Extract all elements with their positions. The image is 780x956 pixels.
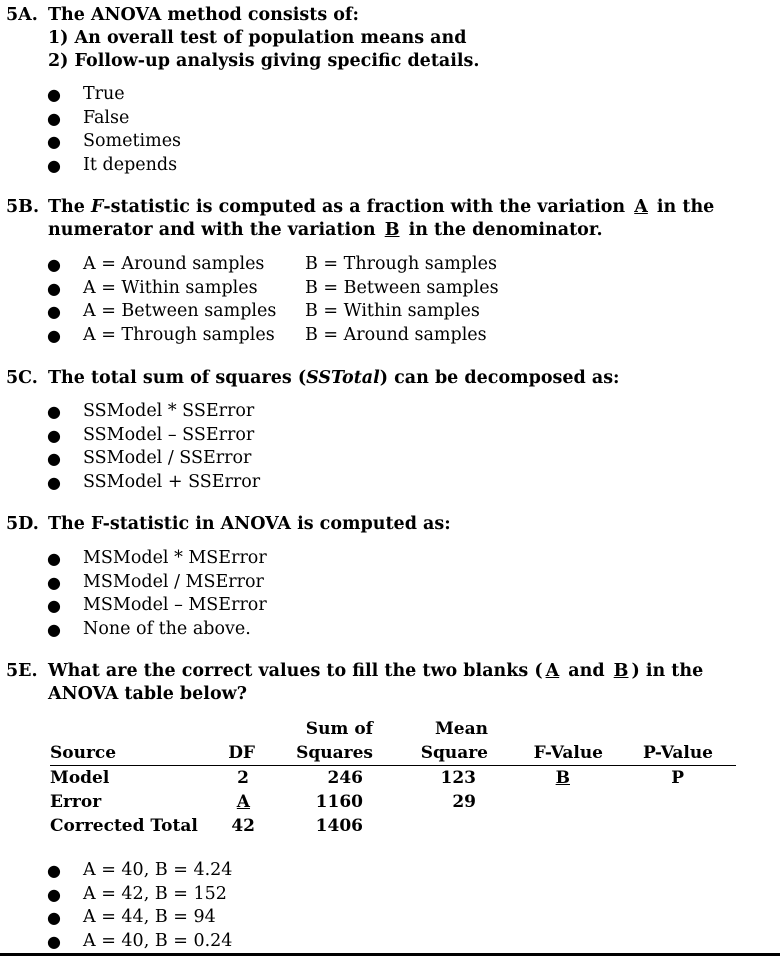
option-label: A = 42, B = 152 [83, 883, 227, 904]
question-line: 1) An overall test of population means and [48, 28, 467, 48]
option-label: None of the above. [83, 618, 251, 639]
question-line: The ANOVA method consists of: [48, 5, 359, 25]
option-label: MSModel / MSError [83, 571, 264, 592]
header-cell: Mean [434, 719, 488, 739]
option-label: SSModel / SSError [83, 448, 252, 468]
bullet-icon: ● [47, 619, 61, 639]
option-label: SSModel – SSError [83, 424, 255, 445]
table-cell [495, 766, 603, 791]
table-cell [215, 790, 255, 814]
header-cell: Sum of [305, 719, 373, 739]
option-label: Sometimes [83, 131, 182, 151]
question-text [48, 196, 714, 242]
blank-a: A [634, 197, 648, 217]
option-label: True [83, 84, 125, 104]
header-cell: Squares [255, 741, 383, 766]
table-cell: P [671, 768, 684, 788]
option-label: SSModel + SSError [83, 471, 261, 492]
question-number: 5B. [6, 197, 40, 217]
header-cell: P-Value [603, 741, 736, 766]
table-cell: 1160 [315, 792, 363, 812]
bullet-icon: ● [47, 861, 61, 880]
bullet-icon: ● [47, 472, 61, 492]
table-cell: Corrected Total [50, 816, 198, 836]
question-line: The total sum of squares (SSTotal) can be decomposed as: [48, 368, 620, 388]
table-cell: 2 [237, 768, 249, 788]
question-line: ANOVA table below? [48, 684, 247, 704]
bullet-icon: ● [47, 908, 61, 927]
question-number: 5A. [6, 5, 38, 25]
question-text [48, 4, 479, 73]
header-cell: DF [215, 741, 255, 766]
question-line: The F-statistic in ANOVA is computed as: [48, 514, 451, 534]
table-cell: 42 [231, 816, 255, 836]
question-line: The F-statistic is computed as a fraction with the variation A in the [48, 197, 715, 217]
option-label: MSModel * MSError [83, 548, 267, 568]
bullet-icon: ● [47, 108, 61, 128]
blank-b: B [613, 661, 629, 681]
option-label: It depends [83, 154, 178, 175]
option-label: A = 40, B = 0.24 [83, 930, 233, 951]
bullet-icon: ● [47, 449, 61, 468]
bullet-icon: ● [47, 302, 61, 321]
header-cell: Source [50, 741, 215, 766]
bullet-icon: ● [47, 132, 61, 151]
option-label: SSModel * SSError [83, 401, 255, 421]
option-label-b: B = Within samples [305, 301, 480, 321]
table-header [50, 741, 736, 766]
question-line: 2) Follow-up analysis giving specific details. [48, 51, 480, 71]
option-label-a: A = Between samples [83, 301, 277, 321]
blank-b: B [555, 768, 570, 788]
table-cell: Error [50, 792, 102, 812]
anova-table [50, 717, 736, 838]
bullet-icon: ● [47, 596, 61, 615]
table-cell: 246 [327, 768, 363, 788]
table-row [50, 814, 736, 838]
header-cell: F-Value [495, 741, 603, 766]
table-header-top [50, 717, 736, 741]
question-number: 5D. [6, 514, 39, 534]
bullet-icon: ● [47, 931, 61, 951]
option-label-a: A = Through samples [83, 324, 275, 345]
bullet-icon: ● [47, 549, 61, 568]
blank-b: B [384, 220, 400, 240]
question-text [48, 513, 451, 536]
bullet-icon: ● [47, 325, 61, 345]
bullet-icon: ● [47, 155, 61, 175]
option-label: MSModel – MSError [83, 595, 267, 615]
option-label-a: A = Around samples [83, 254, 265, 274]
option-label: A = 40, B = 4.24 [83, 860, 233, 880]
option-label-b: B = Around samples [305, 324, 487, 345]
bullet-icon: ● [47, 425, 61, 445]
blank-a: A [545, 661, 560, 681]
bullet-icon: ● [47, 255, 61, 274]
question-text [48, 660, 703, 706]
table-cell: 29 [452, 792, 476, 812]
question-text [48, 367, 620, 390]
table-cell: 123 [440, 768, 476, 788]
table-cell: 1406 [315, 816, 363, 836]
question-number: 5E. [6, 661, 38, 681]
table-row [50, 790, 736, 814]
bullet-icon: ● [47, 402, 61, 421]
question-line: numerator and with the variation B in the denominator. [48, 220, 603, 240]
bullet-icon: ● [47, 572, 61, 592]
option-label-a: A = Within samples [83, 277, 258, 298]
option-label: A = 44, B = 94 [83, 907, 216, 927]
option-label-b: B = Through samples [305, 254, 497, 274]
header-cell: Square [383, 741, 495, 766]
table-row [50, 766, 736, 791]
question-line: What are the correct values to fill the two blanks ( A and B ) in the [48, 661, 704, 681]
bullet-icon: ● [47, 85, 61, 104]
blank-a: A [236, 792, 250, 812]
question-number: 5C. [6, 368, 38, 388]
table-cell: Model [50, 768, 110, 788]
option-label: False [83, 107, 130, 128]
option-label-b: B = Between samples [305, 277, 499, 298]
bullet-icon: ● [47, 278, 61, 298]
bullet-icon: ● [47, 884, 61, 904]
